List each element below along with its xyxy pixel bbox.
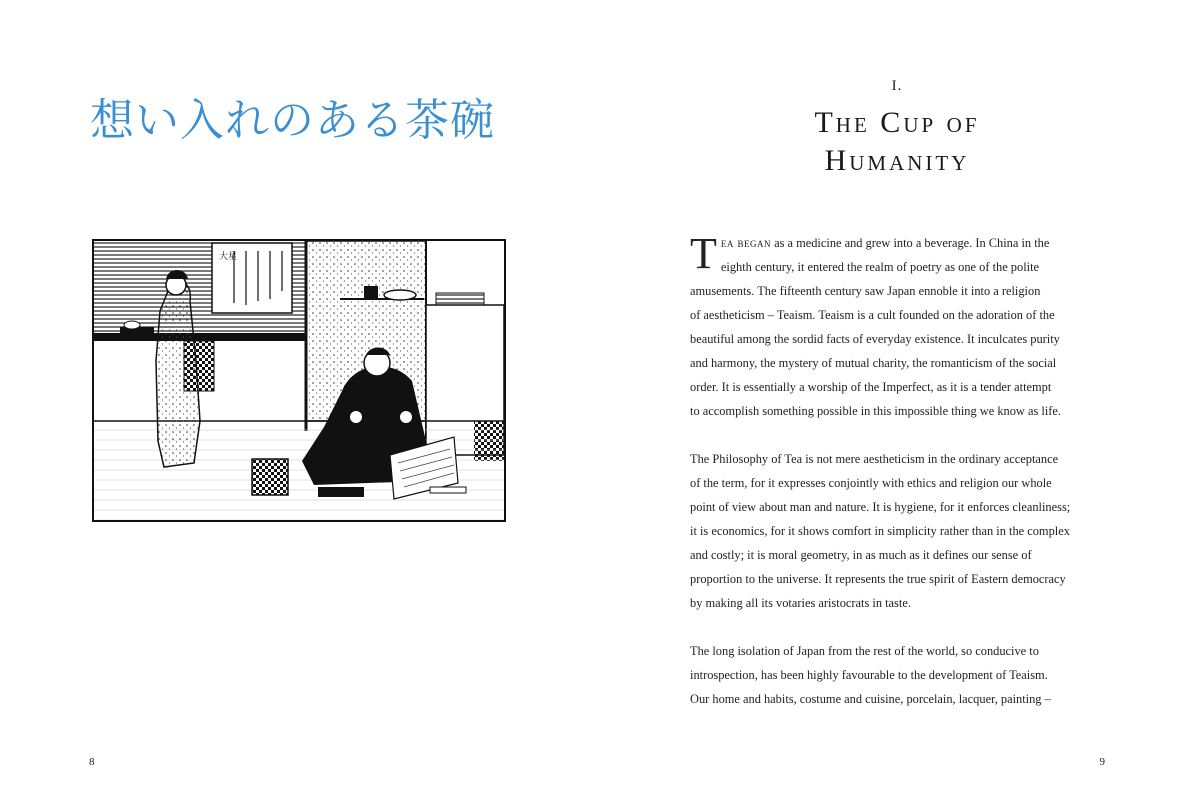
right-page [598,0,1196,806]
drop-cap: T [690,229,717,278]
woodblock-illustration [92,239,506,522]
paragraph-3-line: introspection, has been highly favourable to the development of Teaism. [690,668,1048,682]
paragraph-1 [690,231,1110,423]
paragraph-1-line: amusements. The fifteenth century saw Japan ennoble it into a religion [690,284,1041,298]
paragraph-1-line: of aestheticism – Teaism. Teaism is a cult founded on the adoration of the [690,308,1055,322]
paragraph-1-line: eighth century, it entered the realm of poetry as one of the polite [720,260,1040,274]
paragraph-1-line-1 [690,231,1110,255]
paragraph-1-line: beautiful among the sordid facts of everyday existence. It inculcates purity [690,332,1060,346]
placard-inscription: 大星 [219,252,238,262]
chapter-title-line-2: Humanity [824,144,970,177]
paragraph-2-line: and costly; it is moral geometry, in as much as it defines our sense of [690,548,1032,562]
paragraph-1-line-1-rest: as a medicine and grew into a beverage. In China in the [770,236,1050,250]
paragraph-2-line: point of view about man and nature. It is hygiene, for it enforces cleanliness; [690,500,1071,514]
chapter-number: I. [891,78,903,94]
chapter-body [690,231,1110,735]
paragraph-2-line: of the term, for it expresses conjointly with ethics and religion our whole [690,476,1052,490]
page-number-right: 9 [1099,756,1105,768]
paragraph-3-line: The long isolation of Japan from the rest of the world, so conducive to [690,644,1039,658]
paragraph-1-line: to accomplish something possible in this impossible thing we know as life. [690,404,1061,418]
paragraph-1-line: and harmony, the mystery of mutual charity, the romanticism of the social [690,356,1057,370]
woodblock-print-image [94,241,504,520]
paragraph-2-line: by making all its votaries aristocrats in taste. [690,596,911,610]
page-number-left: 8 [89,756,95,768]
paragraph-3 [690,639,1110,711]
chapter-title-line-1: The Cup of [814,106,980,139]
paragraph-2-line: The Philosophy of Tea is not mere aestheticism in the ordinary acceptance [690,452,1059,466]
paragraph-1-line: order. It is essentially a worship of the Imperfect, as it is a tender attempt [690,380,1052,394]
chapter-title [598,104,1196,180]
paragraph-2 [690,447,1110,615]
japanese-title: 想い入れのある茶碗 [90,95,495,146]
small-caps-lead: ea began [720,236,771,250]
paragraph-2-line: it is economics, for it shows comfort in simplicity rather than in the complex [690,524,1070,538]
paragraph-3-line: Our home and habits, costume and cuisine, porcelain, lacquer, painting – [690,692,1051,706]
paragraph-2-line: proportion to the universe. It represents the true spirit of Eastern democracy [690,572,1066,586]
